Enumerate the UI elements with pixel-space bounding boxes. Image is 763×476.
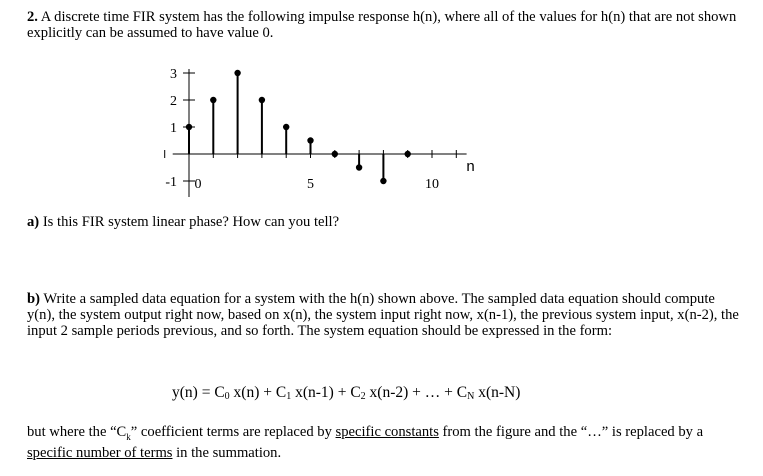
coefficient-c1: C xyxy=(275,384,287,401)
stem-marker xyxy=(210,97,216,103)
y-tick-label: 2 xyxy=(170,94,177,109)
equation-term-0: x(n) + xyxy=(229,384,276,401)
y-tick-label: 1 xyxy=(170,121,177,136)
coefficient-c0: C xyxy=(214,384,225,401)
coefficient-c2-subscript: 2 xyxy=(360,391,366,402)
coefficient-c1-subscript: 1 xyxy=(286,391,292,402)
closing-k-subscript: k xyxy=(126,431,131,442)
part-a-label: a) xyxy=(27,214,40,230)
stem-marker xyxy=(234,70,240,76)
impulse-response-stem-plot xyxy=(0,0,763,210)
part-a-question xyxy=(27,214,339,230)
equation-term-1: x(n-1) + xyxy=(291,384,351,401)
closing-underlined-terms: specific number of terms xyxy=(27,444,173,461)
stem-marker xyxy=(405,151,411,157)
equation-term-2: x(n-2) + … + xyxy=(365,384,457,401)
stem-marker xyxy=(307,137,313,143)
closing-text-1: but where the “C xyxy=(27,424,127,440)
stem-marker xyxy=(186,124,192,130)
plot-axes xyxy=(165,69,467,197)
system-equation xyxy=(172,384,520,402)
closing-instructions xyxy=(27,424,747,461)
part-a-text: Is this FIR system linear phase? How can you tell? xyxy=(39,214,340,230)
equation-term-n: x(n-N) xyxy=(474,384,521,401)
plot-labels xyxy=(165,67,474,192)
stem-marker xyxy=(283,124,289,130)
x-tick-label: 5 xyxy=(307,177,314,192)
y-tick-label: 3 xyxy=(170,67,177,82)
question-number: 2. xyxy=(27,9,38,25)
stem-marker xyxy=(259,97,265,103)
part-b-question xyxy=(27,291,742,339)
coefficient-c0-subscript: 0 xyxy=(224,391,230,402)
stem-marker xyxy=(380,178,386,184)
equation-lhs: y(n) = xyxy=(172,384,215,401)
closing-text-4: in the summation. xyxy=(172,444,282,461)
part-b-label: b) xyxy=(27,291,40,307)
coefficient-c2: C xyxy=(350,384,361,401)
y-tick-label: -1 xyxy=(165,175,177,190)
question-text: A discrete time FIR system has the following impulse response h(n), where all of the values for h(n) that are not shown explicitly can be assumed to have value 0. xyxy=(27,9,737,41)
stem-marker xyxy=(356,164,362,170)
plot-stems xyxy=(186,70,411,184)
x-tick-label: 0 xyxy=(194,177,202,192)
closing-text-3: from the figure and the “…” is replaced by a xyxy=(438,424,704,440)
coefficient-cn-subscript: N xyxy=(467,391,475,402)
closing-text-2: ” coefficient terms are replaced by xyxy=(130,424,336,440)
coefficient-cn: C xyxy=(456,384,468,401)
stem-marker xyxy=(332,151,338,157)
closing-underlined-constants: specific constants xyxy=(335,424,439,440)
x-tick-label: 10 xyxy=(425,177,439,192)
part-b-text: Write a sampled data equation for a system with the h(n) shown above. The sampled data equation should compute y(n), the system output right now, based on x(n), the system input right now, x(n-1), the previous system input, x(n-2), the input 2 sample periods previous, and so forth. The system equation should be expressed in the form: xyxy=(27,291,739,339)
x-axis-name: n xyxy=(466,158,475,175)
